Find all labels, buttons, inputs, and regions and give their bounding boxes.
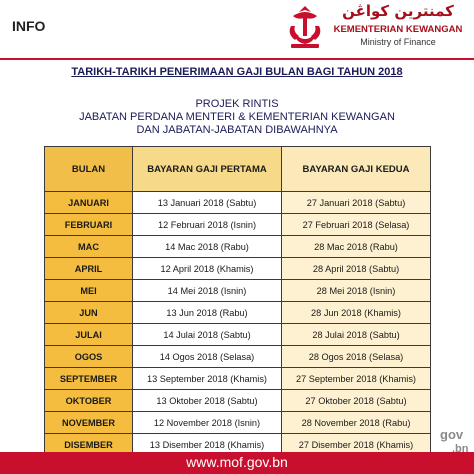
- second-payment-cell: 28 Jun 2018 (Khamis): [282, 302, 431, 324]
- month-cell: MAC: [45, 236, 133, 258]
- month-cell: MEI: [45, 280, 133, 302]
- second-payment-cell: 28 Mei 2018 (Isnin): [282, 280, 431, 302]
- document-subtitle-1: PROJEK RINTIS: [195, 98, 279, 110]
- second-payment-cell: 28 November 2018 (Rabu): [282, 412, 431, 434]
- first-payment-cell: 13 Disember 2018 (Khamis): [133, 434, 282, 456]
- brunei-crest-icon: [285, 4, 325, 50]
- ministry-jawi-title: كمنترين كواڠن: [342, 2, 454, 20]
- second-payment-cell: 27 Februari 2018 (Selasa): [282, 214, 431, 236]
- first-payment-cell: 13 Oktober 2018 (Sabtu): [133, 390, 282, 412]
- month-cell: JULAI: [45, 324, 133, 346]
- table-row: [45, 236, 431, 258]
- second-payment-cell: 28 Julai 2018 (Sabtu): [282, 324, 431, 346]
- second-payment-cell: 27 September 2018 (Khamis): [282, 368, 431, 390]
- second-payment-cell: 27 Oktober 2018 (Sabtu): [282, 390, 431, 412]
- header-divider: [0, 58, 474, 60]
- month-cell: JUN: [45, 302, 133, 324]
- document-subtitle-3: DAN JABATAN-JABATAN DIBAWAHNYA: [136, 124, 338, 136]
- table-row: [45, 258, 431, 280]
- second-payment-cell: 27 Januari 2018 (Sabtu): [282, 192, 431, 214]
- first-payment-cell: 14 Mei 2018 (Isnin): [133, 280, 282, 302]
- first-payment-cell: 12 Februari 2018 (Isnin): [133, 214, 282, 236]
- month-cell: OKTOBER: [45, 390, 133, 412]
- table-row: [45, 214, 431, 236]
- second-payment-cell: 28 Mac 2018 (Rabu): [282, 236, 431, 258]
- first-payment-cell: 14 Julai 2018 (Sabtu): [133, 324, 282, 346]
- table-row: [45, 302, 431, 324]
- month-cell: APRIL: [45, 258, 133, 280]
- header-second-payment: BAYARAN GAJI KEDUA: [282, 147, 431, 192]
- table-row: [45, 192, 431, 214]
- table-row: [45, 390, 431, 412]
- first-payment-cell: 14 Ogos 2018 (Selasa): [133, 346, 282, 368]
- second-payment-cell: 27 Disember 2018 (Khamis): [282, 434, 431, 456]
- first-payment-cell: 13 Januari 2018 (Sabtu): [133, 192, 282, 214]
- table-row: [45, 280, 431, 302]
- info-label: INFO: [12, 18, 46, 34]
- second-payment-cell: 28 Ogos 2018 (Selasa): [282, 346, 431, 368]
- first-payment-cell: 12 April 2018 (Khamis): [133, 258, 282, 280]
- month-cell: JANUARI: [45, 192, 133, 214]
- first-payment-cell: 13 September 2018 (Khamis): [133, 368, 282, 390]
- month-cell: NOVEMBER: [45, 412, 133, 434]
- month-cell: SEPTEMBER: [45, 368, 133, 390]
- month-cell: DISEMBER: [45, 434, 133, 456]
- first-payment-cell: 13 Jun 2018 (Rabu): [133, 302, 282, 324]
- first-payment-cell: 14 Mac 2018 (Rabu): [133, 236, 282, 258]
- table-row: [45, 412, 431, 434]
- salary-schedule-table: [44, 146, 431, 456]
- document-title: TARIKH-TARIKH PENERIMAAN GAJI BULAN BAGI TAHUN 2018: [71, 66, 403, 78]
- ministry-subtitle: Ministry of Finance: [360, 37, 436, 47]
- document-subtitle-2: JABATAN PERDANA MENTERI & KEMENTERIAN KEWANGAN: [79, 111, 395, 123]
- ministry-name: KEMENTERIAN KEWANGAN: [333, 24, 463, 35]
- header-first-payment: BAYARAN GAJI PERTAMA: [133, 147, 282, 192]
- first-payment-cell: 12 November 2018 (Isnin): [133, 412, 282, 434]
- table-header-row: [45, 147, 431, 192]
- website-link[interactable]: www.mof.gov.bn: [186, 454, 288, 470]
- gov-watermark: gov: [440, 427, 464, 442]
- table-row: [45, 368, 431, 390]
- table-row: [45, 346, 431, 368]
- page-header: [0, 0, 474, 58]
- month-cell: FEBRUARI: [45, 214, 133, 236]
- second-payment-cell: 28 April 2018 (Sabtu): [282, 258, 431, 280]
- gov-watermark-suffix: .bn: [452, 443, 469, 455]
- header-month: BULAN: [45, 147, 133, 192]
- month-cell: OGOS: [45, 346, 133, 368]
- table-row: [45, 324, 431, 346]
